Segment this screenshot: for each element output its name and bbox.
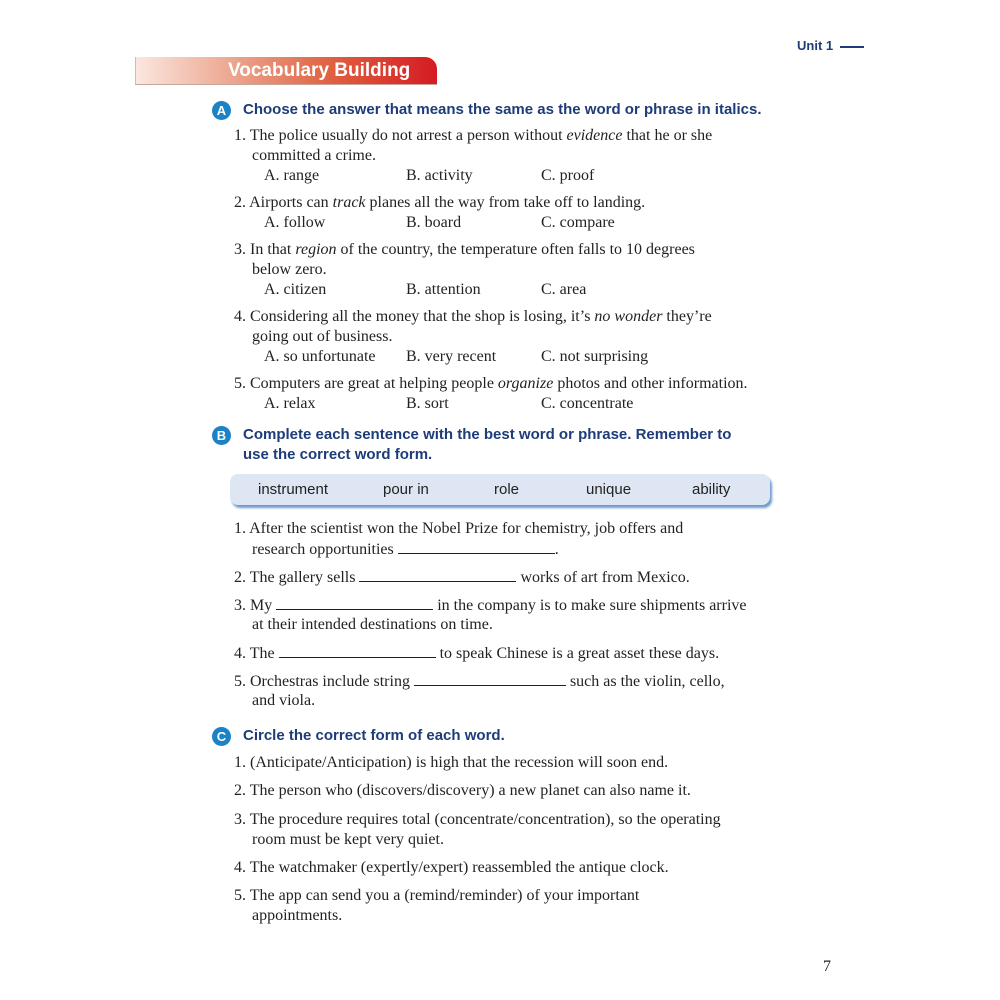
word-bank-item: instrument [258, 481, 329, 498]
item-text[interactable]: The app can send you a (remind/reminder) of your important [249, 887, 640, 904]
item-number: 1. [234, 520, 246, 537]
item-number: 3. [234, 811, 246, 828]
item-text[interactable]: The person who (discovers/discovery) a new planet can also name it. [249, 782, 691, 799]
option-c[interactable]: C. proof [541, 167, 595, 184]
option-a[interactable]: A. range [264, 167, 320, 184]
item-text-cont: going out of business. [252, 328, 393, 345]
italic-term: no wonder [594, 308, 663, 325]
item-text: In that [250, 241, 296, 258]
answer-blank[interactable] [414, 671, 566, 686]
option-c[interactable]: C. compare [541, 214, 615, 231]
item-text: in the company is to make sure shipments arrive [433, 597, 747, 614]
item-text: Airports can [249, 194, 333, 211]
item-text: The [249, 645, 279, 662]
section-c-instruction: Circle the correct form of each word. [243, 727, 505, 744]
item-number: 3. [234, 597, 246, 614]
item-text: research opportunities [252, 541, 398, 558]
answer-blank[interactable] [398, 539, 555, 554]
option-c[interactable]: C. area [541, 281, 587, 298]
word-bank-item: role [494, 481, 520, 498]
item-text: planes all the way from take off to landing. [365, 194, 646, 211]
section-b-badge: B [212, 426, 231, 445]
item-text: The gallery sells [249, 569, 360, 586]
word-bank-item: unique [586, 481, 632, 498]
word-bank-item: pour in [383, 481, 429, 498]
item-text[interactable]: The procedure requires total (concentrate/concentration), so the operating [249, 811, 721, 828]
item-text: Considering all the money that the shop is losing, it’s [250, 308, 595, 325]
unit-rule [840, 46, 864, 48]
item-number: 2. [234, 194, 246, 211]
option-b[interactable]: B. attention [406, 281, 481, 298]
italic-term: region [295, 241, 337, 258]
italic-term: track [332, 194, 366, 211]
item-text-cont: at their intended destinations on time. [252, 616, 493, 633]
item-number: 4. [234, 645, 246, 662]
item-text: . [554, 541, 559, 558]
section-b-instruction-line-2: use the correct word form. [243, 446, 433, 463]
section-b-instruction-line-1: Complete each sentence with the best word or phrase. Remember to [243, 426, 732, 443]
section-a-badge: A [212, 101, 231, 120]
italic-term: organize [497, 375, 554, 392]
option-b[interactable]: B. activity [406, 167, 473, 184]
section-c-item-5 [234, 886, 639, 906]
option-c[interactable]: C. concentrate [541, 395, 634, 412]
item-text: of the country, the temperature often falls to 10 degrees [336, 241, 695, 258]
option-a[interactable]: A. so unfortunate [264, 348, 376, 365]
item-text[interactable]: The watchmaker (expertly/expert) reassembled the antique clock. [249, 859, 669, 876]
banner-title: Vocabulary Building [228, 60, 411, 81]
item-text: to speak Chinese is a great asset these days. [435, 645, 720, 662]
item-text: they’re [662, 308, 712, 325]
item-text: that he or she [622, 127, 713, 144]
item-number: 5. [234, 887, 246, 904]
item-text: After the scientist won the Nobel Prize for chemistry, job offers and [249, 520, 684, 537]
item-text-cont: appointments. [252, 907, 343, 924]
option-b[interactable]: B. sort [406, 395, 449, 412]
answer-blank[interactable] [276, 595, 433, 610]
item-number: 2. [234, 782, 246, 799]
item-text-cont: below zero. [252, 261, 327, 278]
word-bank-item: ability [692, 481, 731, 498]
section-c-item-1 [234, 753, 668, 773]
option-a[interactable]: A. relax [264, 395, 316, 412]
option-b[interactable]: B. board [406, 214, 462, 231]
answer-blank[interactable] [359, 567, 516, 582]
option-c[interactable]: C. not surprising [541, 348, 649, 365]
item-text-cont: committed a crime. [252, 147, 376, 164]
unit-label: Unit 1 [797, 38, 834, 53]
page-number: 7 [823, 958, 831, 975]
section-c-item-2 [234, 781, 691, 801]
item-text-cont: and viola. [252, 692, 316, 709]
option-b[interactable]: B. very recent [406, 348, 497, 365]
section-c-item-3 [234, 810, 721, 830]
item-number: 3. [234, 241, 246, 258]
item-text-cont: room must be kept very quiet. [252, 831, 444, 848]
answer-blank[interactable] [279, 643, 436, 658]
item-text: My [250, 597, 277, 614]
item-number: 4. [234, 859, 246, 876]
item-number: 4. [234, 308, 246, 325]
option-a[interactable]: A. citizen [264, 281, 327, 298]
section-c-item-4 [234, 858, 669, 878]
section-a-instruction: Choose the answer that means the same as the word or phrase in italics. [243, 101, 762, 118]
item-text[interactable]: (Anticipate/Anticipation) is high that the recession will soon end. [250, 754, 669, 771]
item-number: 5. [234, 375, 246, 392]
item-number: 5. [234, 673, 246, 690]
item-text: such as the violin, cello, [565, 673, 725, 690]
item-text: works of art from Mexico. [516, 569, 690, 586]
italic-term: evidence [566, 127, 623, 144]
option-a[interactable]: A. follow [264, 214, 326, 231]
item-text: photos and other information. [553, 375, 748, 392]
item-number: 2. [234, 569, 246, 586]
item-text: Orchestras include string [250, 673, 414, 690]
item-number: 1. [234, 754, 246, 771]
item-text: Computers are great at helping people [250, 375, 498, 392]
item-text: The police usually do not arrest a person without [249, 127, 567, 144]
item-number: 1. [234, 127, 246, 144]
section-c-badge: C [212, 727, 231, 746]
